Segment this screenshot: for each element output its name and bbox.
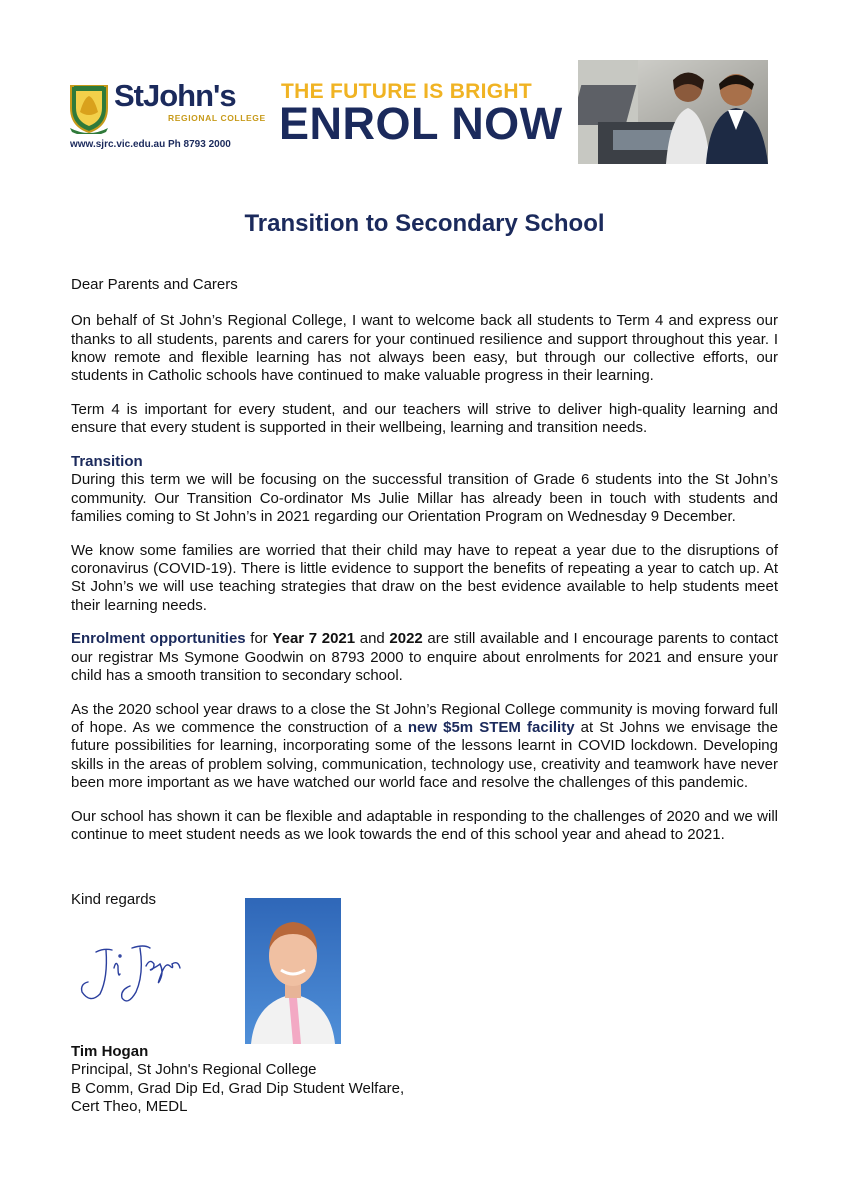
paragraph-enrolment: Enrolment opportunities for Year 7 2021 and 2022 are still available and I encourage parents to contact our registrar Ms Symone Goodwin on 8793 2000 to enquire about enrolments for 2021 and ensure your child has a smooth transition to secondary school. [71,630,779,685]
tagline: THE FUTURE IS BRIGHT [281,80,532,103]
year-7-2021: Year 7 2021 [272,630,356,648]
school-subtitle: REGIONAL COLLEGE [168,113,266,123]
paragraph-stem: As the 2020 school year draws to a close the St John’s Regional College community is moving forward full of hope. As we commence the construction of a new $5m STEM facility at St Johns we envisage the future possibilities for learning, incorporating some of the lessons learnt in COVID lockdown. Developing skills in the areas of problem solving, communication, technology use, creativity and teamwork have never been more important as we have watched our world face and resolve the challenges of this pandemic. [71,700,778,792]
principal-name: Tim Hogan [71,1043,149,1060]
stem-facility-highlight: new $5m STEM facility [407,719,575,737]
kind-regards: Kind regards [71,891,157,908]
header-banner [66,60,768,164]
paragraph-term4: Term 4 is important for every student, and our teachers will strive to deliver high-quality learning and ensure that every student is supported in their wellbeing, learning and transition needs. [71,400,778,437]
paragraph-repeat-year: We know some families are worried that their child may have to repeat a year due to the disruptions of coronavirus (COVID-19). There is little evidence to support the benefits of repeating a year to catch up. At St John’s we will use teaching strategies that draw on the best evidence available to help students meet their learning needs. [71,541,778,614]
paragraph-transition: During this term we will be focusing on the successful transition of Grade 6 students into the St John’s community. Our Transition Co-ordinator Ms Julie Millar has already been in touch with students and families coming to St John’s in 2021 regarding our Orientation Program on Wednesday 9 December. [71,471,778,525]
year-2022: 2022 [389,630,423,648]
paragraph-closing: Our school has shown it can be flexible and adaptable in responding to the challenges of 2020 and we will continue to meet student needs as we look towards the end of this school year and ahead to 2021. [71,807,778,844]
letter-body [71,276,778,860]
enrolment-opportunities-label: Enrolment opportunities [71,630,246,648]
paragraph-welcome: On behalf of St John’s Regional College, I want to welcome back all students to Term 4 and express our thanks to all students, parents and carers for your continued resilience and support throughout this year. I know remote and flexible learning has not always been easy, but through our collective efforts, our students in Catholic schools have continued to make valuable progress in their learning. [71,312,778,385]
school-name: StJohn's [114,78,236,113]
signoff-block [71,1043,404,1116]
principal-role: Principal, St John's Regional College [71,1061,317,1079]
greeting: Dear Parents and Carers [71,276,238,293]
principal-qualifications-1: B Comm, Grad Dip Ed, Grad Dip Student Welfare, [71,1079,405,1097]
signature-image [74,938,186,1012]
students-photo [578,60,768,164]
enrol-headline: ENROL NOW [279,98,563,149]
principal-qualifications-2: Cert Theo, MEDL [71,1097,188,1115]
school-crest-icon [68,82,110,134]
heading-transition: Transition [71,453,143,471]
principal-portrait [245,898,341,1044]
school-contact: www.sjrc.vic.edu.au Ph 8793 2000 [70,139,231,150]
page-title: Transition to Secondary School [244,210,605,237]
